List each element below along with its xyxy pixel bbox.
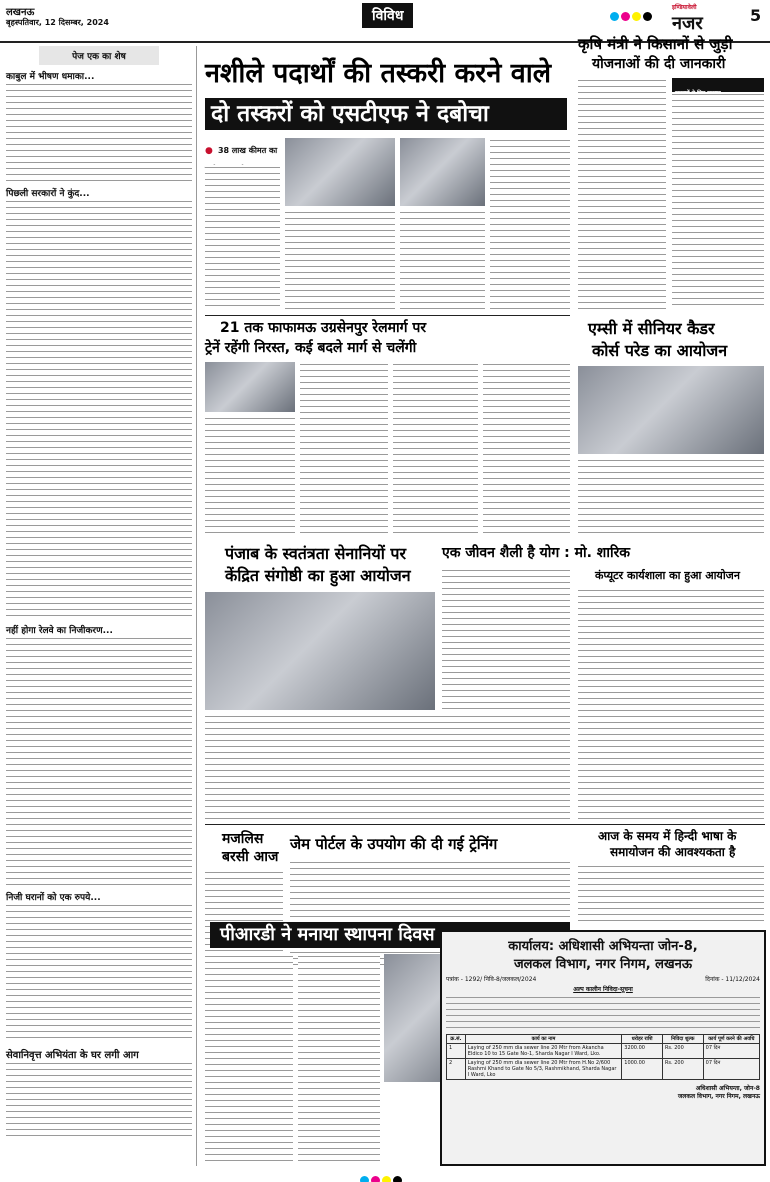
kabul-heading: काबुल में भीषण धमाका... [6, 72, 95, 82]
previous-govt-heading: पिछली सरकारों ने कुंद... [6, 189, 90, 199]
mazlis-headline-2: बरसी आज [222, 849, 279, 865]
rail-body-d [483, 362, 570, 536]
left-column [6, 46, 192, 1166]
tender-cell: 1000.00 [622, 1059, 663, 1080]
rail-top-rule [205, 315, 570, 316]
tender-cell: 07 दिन [703, 1059, 759, 1080]
tender-cell: Laying of 250 mm dia sewer line 20 Mtr from Akancha Eldico 10 to 15 Gate No-1, Sharda Nagar I Ward, Lko. [465, 1044, 622, 1059]
tender-cell: 1 [447, 1044, 466, 1059]
mazlis-headline-1: मजलिस [222, 831, 264, 847]
lead-photo [285, 138, 395, 206]
rail-headline-2: ट्रेनें रहेंगी निरस्त, कई बदले मार्ग से चलेंगी [205, 340, 417, 356]
lead-body-c [400, 210, 485, 310]
agri-headline-1: कृषि मंत्री ने किसानों से जुड़ी [578, 35, 733, 53]
fire-heading: सेवानिवृत्त अभियंता के घर लगी आग [6, 1050, 139, 1061]
private-houses-body [6, 903, 192, 1043]
table-row [447, 1059, 760, 1080]
ncc-headline-1: एम्सी में सीनियर कैडर [588, 319, 715, 338]
fire-body [6, 1061, 192, 1141]
hindi-headline-2: समायोजन की आवश्यकता है [610, 845, 736, 859]
lead-headline-1: नशीले पदार्थों की तस्करी करने वाले [205, 58, 552, 89]
tender-col-sno: क्र.सं. [447, 1035, 466, 1044]
computer-body [578, 588, 764, 820]
hindi-headline-1: आज के समय में हिन्दी भाषा के [598, 829, 737, 843]
agri-body-b [672, 92, 764, 310]
table-row [447, 1044, 760, 1059]
punjab-body [205, 714, 570, 820]
tender-cell: Rs. 200 [662, 1059, 703, 1080]
paper-logo: नजर [672, 13, 703, 34]
section-title: विविध [362, 3, 413, 28]
page-number: 5 [750, 6, 762, 25]
yoga-body [442, 568, 570, 710]
lead-body-b [285, 210, 395, 310]
tender-cell: 2 [447, 1059, 466, 1080]
computer-headline: कंप्यूटर कार्यशाला का हुआ आयोजन [595, 569, 740, 582]
mazlis-body [205, 870, 283, 966]
railway-body [6, 636, 192, 886]
tender-title-2: जलकल विभाग, नगर निगम, लखनऊ [513, 957, 693, 972]
registration-marks [610, 6, 654, 25]
masthead-date: बृहस्पतिवार, 12 दिसम्बर, 2024 [6, 18, 109, 27]
punjab-headline-1: पंजाब के स्वतंत्रता सेनानियों पर [225, 544, 407, 563]
lead-headline-2: दो तस्करों को एसटीएफ ने दबोचा [205, 98, 567, 130]
lead-caption-text: 38 लाख कीमत का [217, 146, 278, 155]
paper-prefix: इण्डियावेली [672, 4, 697, 11]
train-photo [205, 362, 295, 412]
lead-body-d [490, 138, 570, 310]
punjab-headline-2: केंद्रित संगोष्ठी का हुआ आयोजन [225, 566, 411, 585]
seized-goods-photo [400, 138, 485, 206]
tender-cell: 3200.00 [622, 1044, 663, 1059]
seminar-photo [205, 592, 435, 710]
rail-body-c [393, 362, 478, 536]
tender-col-fee: निविदा शुल्क [662, 1035, 703, 1044]
pard-body-b [298, 954, 380, 1166]
tender-ref: पत्रांक - 1292/ निवि-8/जलकल/2024 [446, 976, 537, 983]
column-divider [196, 46, 197, 1166]
tender-notice [440, 930, 766, 1166]
tender-col-period: कार्य पूर्ण करने की अवधि [703, 1035, 759, 1044]
rail-body-a [205, 416, 295, 536]
continuation-tag: पेज एक का शेष [39, 46, 159, 65]
lead-body-a [205, 165, 280, 310]
tender-title-1: कार्यालय: अधिशासी अभियन्ता जोन-8, [508, 939, 698, 954]
agri-headline-2: योजनाओं की दी जानकारी [592, 56, 726, 72]
rail-headline-1: 21 तक फाफामऊ उग्रसेनपुर रेलमार्ग पर [220, 320, 427, 336]
tender-col-work: कार्य का नाम [465, 1035, 622, 1044]
footer-registration-marks [360, 1170, 404, 1182]
tender-intro [446, 995, 760, 1031]
bullet-icon: ● [205, 146, 213, 156]
ncc-body [578, 458, 764, 536]
tender-cell: Laying of 250 mm dia sewer line 20 Mtr from H.No 2/600 Rashmi Khand to Gate No 5/3, Rashmikhand, Sharda Nagar I Ward, Lko [465, 1059, 622, 1080]
tender-cell: Rs. 200 [662, 1044, 703, 1059]
tender-header-row [447, 1035, 760, 1044]
pard-body-a [205, 954, 293, 1166]
tender-table [446, 1034, 760, 1080]
agri-body-a [578, 78, 666, 310]
masthead-city: लखनऊ [6, 7, 35, 18]
tender-col-deposit: धरोहर राशि [622, 1035, 663, 1044]
tender-date: दिनांक - 11/12/2024 [705, 976, 760, 983]
kabul-body [6, 82, 192, 182]
previous-govt-body [6, 199, 192, 619]
yoga-headline: एक जीवन शैली है योग : मो. शारिक [442, 545, 631, 561]
tender-sign-1: अधिशासी अभियन्ता, जोन-8 [695, 1085, 760, 1092]
gem-headline: जेम पोर्टल के उपयोग की दी गई ट्रेनिंग [290, 835, 498, 853]
pard-headline: पीआरडी ने मनाया स्थापना दिवस [210, 922, 570, 948]
rail-body-b [300, 362, 388, 536]
private-houses-heading: निजी घरानों को एक रुपये... [6, 893, 101, 903]
railway-heading: नहीं होगा रेलवे का निजीकरण... [6, 626, 113, 636]
hindi-body [578, 864, 764, 926]
tender-notice-label: अल्प कालीन निविदा-सूचना [573, 986, 633, 993]
tender-sign-2: जलकल विभाग, नगर निगम, लखनऊ [677, 1093, 760, 1100]
tender-cell: 07 दिन [703, 1044, 759, 1059]
mazlis-rule [205, 824, 765, 825]
parade-photo [578, 366, 764, 454]
ncc-headline-2: कोर्स परेड का आयोजन [592, 341, 728, 360]
